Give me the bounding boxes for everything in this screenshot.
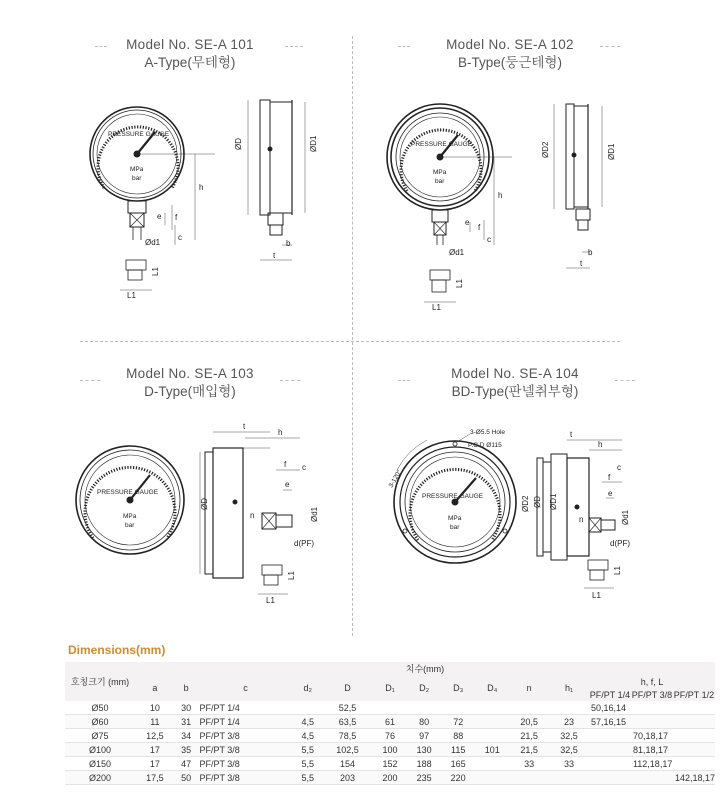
table-cell-d: 78,5	[322, 729, 373, 743]
dim-h: h	[278, 428, 283, 437]
table-cell-pt38: 81,18,17	[631, 743, 673, 757]
gauge-unit: bar	[125, 522, 135, 529]
dim-f: f	[175, 213, 178, 222]
dim-D1: ØD1	[549, 493, 558, 510]
title-bd	[400, 365, 630, 401]
table-cell-pt38: 70,18,17	[631, 729, 673, 743]
size-header: 호칭크기 (mm)	[65, 662, 135, 701]
table-row	[65, 701, 715, 715]
table-row	[65, 715, 715, 729]
dim-e: e	[157, 212, 162, 221]
table-cell-a: 17,5	[135, 771, 175, 785]
table-cell-c: PF/PT 3/8	[197, 743, 293, 757]
table-cell-d3: 115	[441, 743, 475, 757]
model-type: A-Type(무테형)	[144, 55, 236, 70]
dim-d1: Ød1	[310, 506, 319, 522]
table-cell-n	[509, 701, 549, 715]
drawing-a-type	[0, 80, 350, 320]
table-cell-d2: 188	[407, 757, 441, 771]
dim-c: c	[178, 233, 182, 242]
divider	[80, 380, 100, 381]
table-cell-d2: 5,5	[294, 771, 322, 785]
gauge-face-text: PRESSURE GAUGE	[411, 141, 473, 148]
title-d	[95, 365, 285, 401]
fitting-detail	[258, 565, 288, 594]
table-cell-pt14	[589, 771, 631, 785]
table-cell-pt14: 57,16,15	[589, 715, 631, 729]
table-cell-b: 34	[175, 729, 198, 743]
gauge-unit: bar	[450, 524, 460, 531]
table-cell-d2: 4,5	[294, 715, 322, 729]
dim-D2: ØD2	[541, 141, 550, 158]
gauge-side	[554, 104, 602, 268]
table-cell-d2: 130	[407, 743, 441, 757]
table-cell-pt12	[673, 701, 715, 715]
dim-h: h	[498, 191, 503, 200]
col-header: d₂	[294, 675, 322, 701]
divider	[280, 380, 300, 381]
table-cell-pt12	[673, 729, 715, 743]
table-cell-pt38: 112,18,17	[632, 758, 673, 769]
table-cell-h1: 33	[549, 757, 589, 771]
table-cell-a: 17	[135, 757, 175, 771]
divider	[285, 46, 303, 47]
table-cell-c: PF/PT 3/8	[197, 729, 293, 743]
gauge-unit: MPa	[130, 166, 144, 173]
sub-col-header: PF/PT 1/2	[673, 689, 715, 700]
model-number: Model No. SE-A 101	[126, 37, 254, 52]
table-cell-d2	[407, 701, 441, 715]
model-type: B-Type(둥근테형)	[458, 55, 562, 70]
pcd-label: P.C.D Ø115	[468, 442, 502, 449]
dim-t: t	[580, 259, 583, 268]
table-cell-pt38	[631, 701, 673, 715]
table-row	[65, 729, 715, 743]
table-cell-d3: 88	[441, 729, 475, 743]
gauge-face-text: PRESSURE GAUGE	[108, 131, 170, 138]
table-cell-size: Ø200	[65, 771, 135, 785]
sub-col-header: PF/PT 1/4	[589, 689, 631, 700]
dim-D1: ØD1	[309, 135, 318, 152]
table-cell-n	[509, 771, 549, 785]
divider	[95, 46, 107, 47]
table-cell-size: Ø150	[65, 757, 135, 771]
divider	[615, 380, 635, 381]
dim-d-pf: d(PF)	[294, 539, 314, 548]
table-cell-d2: 235	[407, 771, 441, 785]
table-cell-pt14	[589, 743, 631, 757]
dim-b: b	[588, 248, 593, 257]
sub-col-header: PF/PT 3/8	[631, 689, 673, 700]
table-cell-d2: 5,5	[294, 757, 322, 771]
table-row	[65, 743, 715, 757]
gauge-face-text: PRESSURE GAUGE	[422, 493, 484, 500]
table-cell-size: Ø60	[65, 715, 135, 729]
table-cell-a: 10	[135, 701, 175, 715]
table-cell-d2: 80	[407, 715, 441, 729]
dim-c: c	[617, 463, 621, 472]
model-type: BD-Type(판넬취부형)	[451, 384, 579, 399]
gauge-front	[90, 107, 215, 245]
dim-L1: L1	[613, 566, 622, 575]
table-cell-d1: 152	[373, 757, 407, 771]
model-type: D-Type(매입형)	[144, 384, 236, 399]
table-cell-d2	[294, 701, 322, 715]
table-cell-size: Ø50	[65, 701, 135, 715]
table-cell-d1: 61	[373, 715, 407, 729]
table-cell-a: 12,5	[135, 729, 175, 743]
dim-h: h	[598, 440, 603, 449]
table-cell-pt12: 142,18,17	[674, 772, 715, 783]
fitting-detail	[584, 560, 614, 588]
table-cell-pt12	[673, 715, 715, 729]
table-cell-d4: 101	[475, 743, 509, 757]
col-header: h₁	[549, 675, 589, 701]
dim-n: n	[250, 511, 255, 520]
drawing-bd-type	[352, 410, 712, 610]
divider	[398, 46, 410, 47]
table-cell-pt14	[589, 757, 631, 771]
divider	[398, 380, 410, 381]
dim-t: t	[570, 430, 573, 439]
col-header: b	[175, 675, 198, 701]
table-cell-c: PF/PT 1/4	[197, 715, 293, 729]
dim-d1: Ød1	[621, 509, 630, 525]
dim-D: ØD	[533, 496, 542, 508]
dim-e: e	[465, 218, 470, 227]
dim-c: c	[487, 235, 491, 244]
divider	[80, 341, 620, 342]
table-cell-pt12	[673, 743, 715, 757]
dim-D1: ØD1	[607, 143, 616, 160]
table-cell-d1: 200	[373, 771, 407, 785]
col-header: D₁	[373, 675, 407, 701]
table-cell-d4	[475, 757, 509, 771]
gauge-unit: bar	[435, 178, 445, 185]
table-cell-d: 102,5	[322, 743, 373, 757]
fitting-detail	[120, 260, 152, 290]
table-cell-d3	[441, 701, 475, 715]
dim-f: f	[478, 223, 481, 232]
gauge-unit: MPa	[433, 169, 447, 176]
table-cell-c: PF/PT 1/4	[197, 701, 293, 715]
table-cell-d2: 4,5	[294, 729, 322, 743]
table-cell-h1: 32,5	[549, 729, 589, 743]
gauge-face-text: PRESSURE GAUGE	[97, 489, 159, 496]
table-cell-d1: 100	[373, 743, 407, 757]
group-header: 치수(mm)	[135, 662, 715, 675]
dim-e: e	[285, 480, 290, 489]
table-cell-h1: 32,5	[549, 743, 589, 757]
col-header: D₃	[441, 675, 475, 701]
col-header: D₂	[407, 675, 441, 701]
dim-t: t	[243, 422, 246, 431]
table-cell-n: 21,5	[509, 743, 549, 757]
dim-b: b	[286, 239, 291, 248]
dim-d1: Ød1	[449, 248, 465, 257]
table-cell-a: 17	[135, 743, 175, 757]
gauge-front	[387, 104, 512, 245]
hole-label: 3-Ø5.5 Hole	[470, 429, 506, 436]
table-cell-d3: 220	[441, 771, 475, 785]
table-cell-a: 11	[135, 715, 175, 729]
dimensions-title: Dimensions(mm)	[68, 643, 166, 657]
dim-D: ØD	[234, 138, 243, 150]
drawing-b-type	[352, 80, 712, 320]
table-cell-size: Ø100	[65, 743, 135, 757]
divider	[600, 46, 620, 47]
angle-label: 3-120°	[387, 468, 404, 489]
dim-L1: L1	[151, 267, 160, 276]
gauge-side	[248, 100, 305, 260]
gauge-unit: bar	[132, 175, 142, 182]
drawing-d-type	[0, 410, 350, 610]
dim-h: h	[199, 183, 204, 192]
table-row	[65, 757, 715, 771]
col-header: D₄	[475, 675, 509, 701]
table-cell-d1: 76	[373, 729, 407, 743]
table-cell-b: 50	[175, 771, 198, 785]
table-cell-pt12	[673, 757, 715, 771]
table-cell-d: 52,5	[322, 701, 373, 715]
table-cell-d4	[475, 771, 509, 785]
table-cell-d3: 165	[441, 757, 475, 771]
model-number: Model No. SE-A 104	[451, 366, 579, 381]
table-cell-d4	[475, 701, 509, 715]
table-cell-d1	[373, 701, 407, 715]
gauge-side	[200, 432, 300, 578]
dimensions-table	[65, 662, 715, 785]
table-cell-pt14	[589, 729, 631, 743]
model-number: Model No. SE-A 102	[446, 37, 574, 52]
model-number: Model No. SE-A 103	[126, 366, 254, 381]
table-cell-n: 20,5	[509, 715, 549, 729]
hfl-header: h, f, L	[589, 675, 715, 688]
dim-f: f	[284, 460, 287, 469]
table-cell-d4	[475, 715, 509, 729]
title-b	[410, 36, 610, 72]
table-cell-c: PF/PT 3/8	[197, 757, 293, 771]
table-cell-d: 154	[322, 757, 373, 771]
dim-L1: L1	[455, 279, 464, 288]
dim-L1: L1	[592, 591, 601, 600]
dim-c: c	[302, 463, 306, 472]
dim-d1: Ød1	[145, 238, 161, 247]
table-cell-d2: 97	[407, 729, 441, 743]
dim-D2: ØD2	[521, 495, 530, 512]
table-cell-d: 63,5	[322, 715, 373, 729]
table-cell-d4	[475, 729, 509, 743]
dim-D: ØD	[200, 498, 209, 510]
dim-L1: L1	[127, 291, 136, 300]
fitting-detail	[424, 270, 456, 302]
dim-L1: L1	[287, 571, 296, 580]
table-cell-b: 31	[175, 715, 198, 729]
table-cell-b: 30	[175, 701, 198, 715]
gauge-front	[76, 446, 184, 554]
table-cell-h1	[549, 771, 589, 785]
dim-n: n	[579, 515, 584, 524]
dim-e: e	[608, 489, 613, 498]
table-row	[65, 771, 715, 785]
table-cell-pt38	[631, 771, 673, 785]
table-cell-d3: 72	[441, 715, 475, 729]
col-header: a	[135, 675, 175, 701]
table-cell-pt38	[631, 715, 673, 729]
table-cell-h1: 23	[549, 715, 589, 729]
dim-d-pf: d(PF)	[610, 539, 630, 548]
table-cell-n: 21,5	[509, 729, 549, 743]
table-cell-d: 203	[322, 771, 373, 785]
table-cell-size: Ø75	[65, 729, 135, 743]
table-cell-d2: 5,5	[294, 743, 322, 757]
table-cell-b: 35	[175, 743, 198, 757]
title-a	[95, 36, 285, 72]
table-cell-c: PF/PT 3/8	[197, 771, 293, 785]
table-cell-pt14: 50,16,14	[589, 701, 631, 715]
table-cell-b: 47	[175, 757, 198, 771]
col-header: c	[197, 675, 293, 701]
gauge-unit: MPa	[123, 513, 137, 520]
dim-L1: L1	[432, 303, 441, 312]
table-cell-h1	[549, 701, 589, 715]
gauge-unit: MPa	[448, 515, 462, 522]
table-cell-n: 33	[509, 757, 549, 771]
dim-t: t	[273, 251, 276, 260]
dim-f: f	[608, 473, 611, 482]
col-header: n	[509, 675, 549, 701]
dim-L1: L1	[266, 596, 275, 605]
col-header: D	[322, 675, 373, 701]
